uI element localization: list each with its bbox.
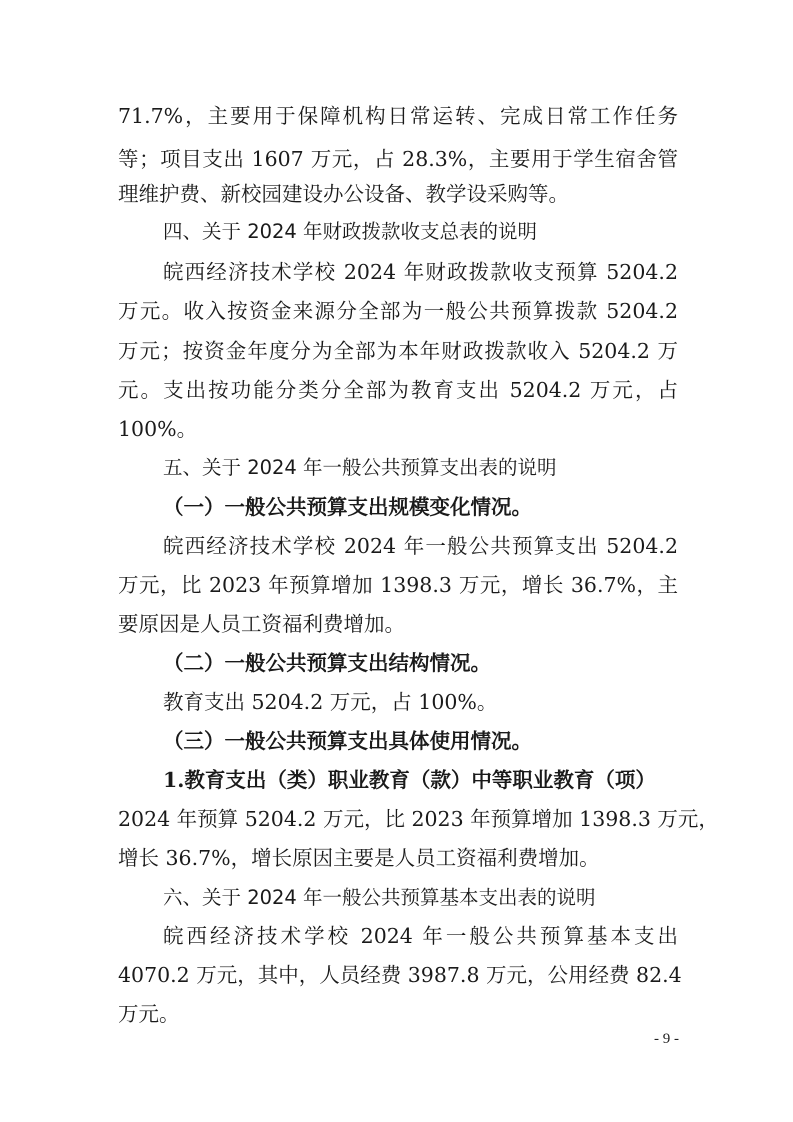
section-heading-four: 四、关于 2024 年财政拨款收支总表的说明 — [163, 220, 538, 243]
paragraph-line: 教育支出 5204.2 万元，占 100%。 — [163, 690, 498, 714]
paragraph-line: 皖西经济技术学校 2024 年财政拨款收支预算 5204.2 — [163, 260, 678, 284]
paragraph-line: 万元。收入按资金来源分全部为一般公共预算拨款 5204.2 — [118, 299, 678, 323]
paragraph-line: 2024 年预算 5204.2 万元，比 2023 年预算增加 1398.3 万元， — [118, 807, 719, 831]
section-heading-six: 六、关于 2024 年一般公共预算基本支出表的说明 — [163, 886, 596, 909]
paragraph-line: 万元，比 2023 年预算增加 1398.3 万元，增长 36.7%，主 — [118, 573, 678, 597]
paragraph-line: 4070.2 万元，其中，人员经费 3987.8 万元，公用经费 82.4 — [118, 963, 682, 987]
paragraph-line: 皖西经济技术学校 2024 年一般公共预算支出 5204.2 — [163, 534, 678, 558]
paragraph-line: 增长 36.7%，增长原因主要是人员工资福利费增加。 — [118, 846, 600, 870]
subsection-heading: （三）一般公共预算支出具体使用情况。 — [163, 729, 532, 753]
paragraph-line: 万元；按资金年度分为全部为本年财政拨款收入 5204.2 万 — [118, 339, 678, 363]
page-number: - 9 - — [654, 1031, 679, 1047]
section-heading-five: 五、关于 2024 年一般公共预算支出表的说明 — [163, 456, 557, 479]
paragraph-line: 皖西经济技术学校 2024 年一般公共预算基本支出 — [163, 924, 678, 948]
subsection-heading: （一）一般公共预算支出规模变化情况。 — [163, 495, 532, 519]
paragraph-line: 万元。 — [118, 1002, 180, 1026]
paragraph-line: 等；项目支出 1607 万元，占 28.3%，主要用于学生宿舍管 — [118, 147, 678, 171]
subsection-heading: （二）一般公共预算支出结构情况。 — [163, 651, 491, 675]
paragraph-line: 71.7%，主要用于保障机构日常运转、完成日常工作任务 — [118, 104, 678, 128]
paragraph-line: 元。支出按功能分类分全部为教育支出 5204.2 万元，占 — [118, 378, 678, 402]
item-heading: 1.教育支出（类）职业教育（款）中等职业教育（项） — [163, 768, 656, 792]
paragraph-line: 100%。 — [118, 417, 198, 441]
paragraph-line: 要原因是人员工资福利费增加。 — [118, 612, 405, 636]
paragraph-line: 理维护费、新校园建设办公设备、教学设采购等。 — [118, 182, 569, 206]
